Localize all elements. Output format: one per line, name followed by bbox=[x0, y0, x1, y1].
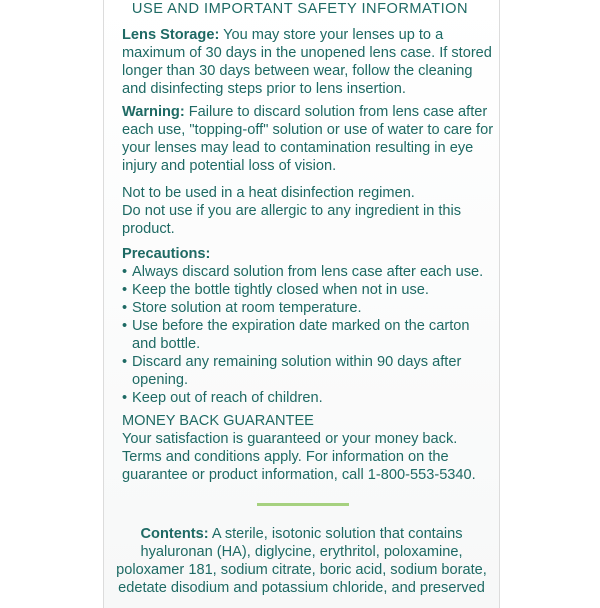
text: Store solution at room temperature. bbox=[132, 300, 362, 316]
contents-line bbox=[103, 525, 500, 543]
note-line: Do not use if you are allergic to any ingredient in this bbox=[122, 203, 462, 219]
text: Discard any remaining solution within 90 days after bbox=[132, 354, 462, 370]
warning-line: your lenses may lead to contamination resulting in eye bbox=[122, 140, 474, 156]
guarantee-heading: MONEY BACK GUARANTEE bbox=[122, 413, 314, 429]
guarantee-line: guarantee or product information, call 1-800-553-5340. bbox=[122, 467, 476, 483]
text: A sterile, isotonic solution that contains bbox=[208, 526, 463, 542]
text: You may store your lenses up to a bbox=[219, 27, 444, 43]
precaution-item: • Keep the bottle tightly closed when not in use. bbox=[122, 282, 429, 298]
text: Failure to discard solution from lens case after bbox=[184, 104, 488, 120]
guarantee-line: Your satisfaction is guaranteed or your money back. bbox=[122, 431, 458, 447]
contents-line: edetate disodium and potassium chloride, and preserved bbox=[118, 580, 485, 596]
lens-storage-line bbox=[122, 26, 443, 44]
precaution-item: • Keep out of reach of children. bbox=[122, 390, 323, 406]
text: Keep the bottle tightly closed when not in use. bbox=[132, 282, 429, 298]
contents-line: hyaluronan (HA), diglycine, erythritol, poloxamine, bbox=[140, 544, 463, 560]
precaution-item-cont bbox=[122, 371, 188, 389]
warning-label: Warning: bbox=[122, 104, 185, 120]
warning-line bbox=[122, 103, 487, 121]
precaution-item-cont bbox=[122, 335, 200, 353]
text: opening. bbox=[132, 372, 188, 388]
precaution-item: • Discard any remaining solution within 90 days after bbox=[122, 354, 462, 370]
divider bbox=[257, 503, 349, 506]
lens-storage-label: Lens Storage: bbox=[122, 27, 220, 43]
guarantee-line: Terms and conditions apply. For information on the bbox=[122, 449, 449, 465]
precaution-item: • Always discard solution from lens case after each use. bbox=[122, 264, 484, 280]
note-line: product. bbox=[122, 221, 175, 237]
precautions-heading: Precautions: bbox=[122, 246, 211, 262]
warning-line: injury and potential loss of vision. bbox=[122, 158, 337, 174]
warning-line: each use, "topping-off" solution or use of water to care for bbox=[122, 122, 494, 138]
precaution-item: • Use before the expiration date marked on the carton bbox=[122, 318, 470, 334]
text: and bottle. bbox=[132, 336, 201, 352]
text: Keep out of reach of children. bbox=[132, 390, 323, 406]
lens-storage-line: maximum of 30 days in the unopened lens case. If stored bbox=[122, 45, 492, 61]
text: Use before the expiration date marked on the carton bbox=[132, 318, 470, 334]
contents-line: poloxamer 181, sodium citrate, boric acid, sodium borate, bbox=[116, 562, 487, 578]
precautions-label bbox=[122, 245, 210, 263]
contents-label: Contents: bbox=[140, 526, 209, 542]
text: Always discard solution from lens case after each use. bbox=[132, 264, 484, 280]
section-header: USE AND IMPORTANT SAFETY INFORMATION bbox=[131, 1, 469, 17]
lens-storage-line: and disinfecting steps prior to lens insertion. bbox=[122, 81, 406, 97]
note-line: Not to be used in a heat disinfection regimen. bbox=[122, 185, 415, 201]
precaution-item: • Store solution at room temperature. bbox=[122, 300, 362, 316]
lens-storage-line: longer than 30 days between wear, follow the cleaning bbox=[122, 63, 473, 79]
